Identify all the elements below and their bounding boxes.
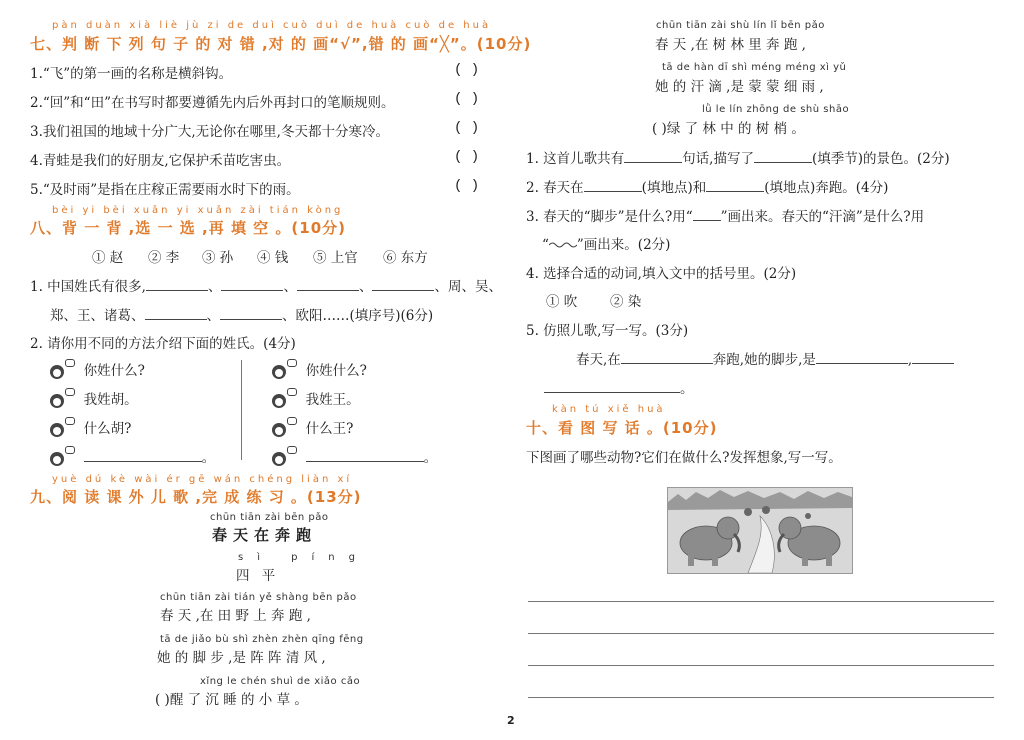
straight-line-mark [693, 206, 721, 221]
sec9-q4: 4. 选择合适的动词,填入文中的括号里。(2分) [526, 266, 797, 282]
sec7-item-4: 4.青蛙是我们的好朋友,它保护禾苗吃害虫。 [30, 153, 291, 169]
sec8-q1-line1: 1. 中国姓氏有很多, 、 、 、 、周、吴、 [30, 275, 502, 295]
fill-blank[interactable] [145, 305, 207, 320]
sec9-q5: 5. 仿照儿歌,写一写。(3分) [526, 323, 689, 339]
dialog-divider [241, 360, 242, 460]
wavy-line-mark [549, 239, 577, 249]
speech-bubble-icon [287, 388, 297, 396]
answer-paren-3[interactable]: ( ) [454, 120, 480, 136]
speech-bubble-icon [287, 417, 297, 425]
fill-blank[interactable] [544, 378, 680, 393]
surname-option-4: ④ 钱 [257, 250, 289, 266]
sec10-title: 十、看 图 写 话 。(10分) [526, 419, 718, 437]
fill-blank[interactable] [621, 349, 713, 364]
sec7-item-5: 5.“及时雨”是指在庄稼正需要雨水时下的雨。 [30, 182, 300, 198]
poem-line5-pinyin: tā de hàn dī shì méng méng xì yǔ [662, 62, 847, 73]
poem-line2: 她 的 脚 步 ,是 阵 阵 清 风 , [157, 650, 326, 666]
dialog-right-3: 什么王? [272, 417, 353, 437]
child-avatar-icon [50, 394, 64, 408]
elephants-river-image [668, 488, 852, 573]
answer-paren-4[interactable]: ( ) [454, 149, 480, 165]
poem-line4-pinyin: chūn tiān zài shù lín lǐ bēn pǎo [656, 20, 825, 31]
poem-title-pinyin: chūn tiān zài bēn pǎo [210, 512, 329, 523]
fill-blank[interactable] [706, 177, 764, 192]
fill-blank[interactable] [584, 177, 642, 192]
surname-option-3: ③ 孙 [202, 250, 234, 266]
speech-bubble-icon [65, 359, 75, 367]
writing-line-4[interactable] [528, 697, 994, 698]
sec7-item-2: 2.“回”和“田”在书写时都要遵循先内后外再封口的笔顺规则。 [30, 95, 395, 111]
speech-bubble-icon [65, 417, 75, 425]
sec10-pinyin: kàn tú xiě huà [552, 404, 666, 415]
surname-option-2: ② 李 [148, 250, 180, 266]
poem-title: 春天在奔跑 [212, 526, 318, 544]
poem-line4: 春 天 ,在 树 林 里 奔 跑 , [655, 37, 806, 53]
sec9-q3-cont: “ ”画出来。(2分) [542, 237, 671, 253]
sec8-q1-line2: 郑、王、诸葛、 、 、欧阳……(填序号)(6分) [50, 304, 433, 324]
answer-paren-5[interactable]: ( ) [454, 178, 480, 194]
child-avatar-icon [272, 452, 286, 466]
sec9-q5-line1: 春天,在 奔跑,她的脚步,是 , [576, 348, 954, 368]
poem-line3: ( )醒 了 沉 睡 的 小 草 。 [155, 692, 308, 708]
child-avatar-icon [50, 423, 64, 437]
elephants-river-illustration [667, 487, 853, 574]
surname-option-6: ⑥ 东方 [383, 250, 428, 266]
writing-line-1[interactable] [528, 601, 994, 602]
speech-bubble-icon [287, 446, 297, 454]
sec8-q2: 2. 请你用不同的方法介绍下面的姓氏。(4分) [30, 336, 296, 352]
answer-paren-2[interactable]: ( ) [454, 91, 480, 107]
child-avatar-icon [272, 423, 286, 437]
sec8-pinyin: bèi yi bèi xuǎn yi xuǎn zài tián kòng [52, 205, 344, 216]
speech-bubble-icon [287, 359, 297, 367]
dialog-right-2: 我姓王。 [272, 388, 360, 408]
fill-blank[interactable] [372, 276, 434, 291]
sec9-title: 九、阅 读 课 外 儿 歌 ,完 成 练 习 。(13分) [30, 488, 362, 506]
right-column [512, 0, 1024, 740]
poem-line1: 春 天 ,在 田 野 上 奔 跑 , [160, 608, 311, 624]
answer-paren-1[interactable]: ( ) [454, 62, 480, 78]
sec8-title: 八、背 一 背 ,选 一 选 ,再 填 空 。(10分) [30, 219, 346, 237]
dialog-answer-blank-right[interactable] [306, 447, 424, 462]
poem-line6-pinyin: lǜ le lín zhōng de shù shāo [702, 104, 850, 115]
sec9-q2: 2. 春天在 (填地点)和 (填地点)奔跑。(4分) [526, 176, 888, 196]
poem-line3-pinyin: xǐng le chén shuì de xiǎo cǎo [200, 676, 361, 687]
sec7-pinyin: pàn duàn xià liè jù zi de duì cuò duì de huà cuò de huà [52, 20, 492, 31]
child-avatar-icon [272, 365, 286, 379]
dialog-answer-blank-left[interactable] [84, 447, 202, 462]
sec9-q3: 3. 春天的“脚步”是什么?用“ ”画出来。春天的“汗滴”是什么?用 [526, 205, 924, 225]
sec9-q1: 1. 这首儿歌共有 句话,描写了 (填季节)的景色。(2分) [526, 147, 950, 167]
speech-bubble-icon [65, 388, 75, 396]
fill-blank[interactable] [624, 148, 682, 163]
fill-blank[interactable] [146, 276, 208, 291]
writing-line-3[interactable] [528, 665, 994, 666]
writing-line-2[interactable] [528, 633, 994, 634]
child-avatar-icon [50, 365, 64, 379]
sec9-pinyin: yuè dú kè wài ér gē wán chéng liàn xí [52, 474, 353, 485]
fill-blank[interactable] [816, 349, 908, 364]
verb-option-2: ② 染 [610, 294, 642, 310]
surname-option-5: ⑤ 上官 [313, 250, 358, 266]
child-avatar-icon [50, 452, 64, 466]
poem-line1-pinyin: chūn tiān zài tián yě shàng bēn pǎo [160, 592, 357, 603]
poem-line5: 她 的 汗 滴 ,是 蒙 蒙 细 雨 , [655, 79, 824, 95]
sec7-item-1: 1.“飞”的第一画的名称是横斜钩。 [30, 66, 233, 82]
fill-blank[interactable] [221, 276, 283, 291]
fill-blank[interactable] [297, 276, 359, 291]
surname-option-1: ① 赵 [92, 250, 124, 266]
page-number: 2 [507, 714, 515, 727]
sec9-q5-line2: 。 [544, 377, 694, 397]
dialog-left-1: 你姓什么? [50, 359, 145, 379]
poem-line6: ( )绿 了 林 中 的 树 梢 。 [652, 121, 805, 137]
dialog-left-2: 我姓胡。 [50, 388, 138, 408]
fill-blank[interactable] [912, 349, 954, 364]
fill-blank[interactable] [754, 148, 812, 163]
verb-option-1: ① 吹 [546, 294, 578, 310]
child-avatar-icon [272, 394, 286, 408]
sec7-title: 七、判 断 下 列 句 子 的 对 错 ,对 的 画“√”,错 的 画“╳”。(10分) [30, 35, 532, 53]
dialog-right-4: 。 [272, 446, 437, 466]
sec10-prompt: 下图画了哪些动物?它们在做什么?发挥想象,写一写。 [526, 450, 842, 466]
author-pinyin: sì píng [238, 552, 369, 563]
speech-bubble-icon [65, 446, 75, 454]
fill-blank[interactable] [220, 305, 282, 320]
sec7-item-3: 3.我们祖国的地域十分广大,无论你在哪里,冬天都十分寒冷。 [30, 124, 389, 140]
poem-author: 四 平 [236, 568, 280, 584]
dialog-left-3: 什么胡? [50, 417, 131, 437]
poem-line2-pinyin: tā de jiǎo bù shì zhèn zhèn qīng fēng [160, 634, 364, 645]
dialog-right-1: 你姓什么? [272, 359, 367, 379]
dialog-left-4: 。 [50, 446, 215, 466]
